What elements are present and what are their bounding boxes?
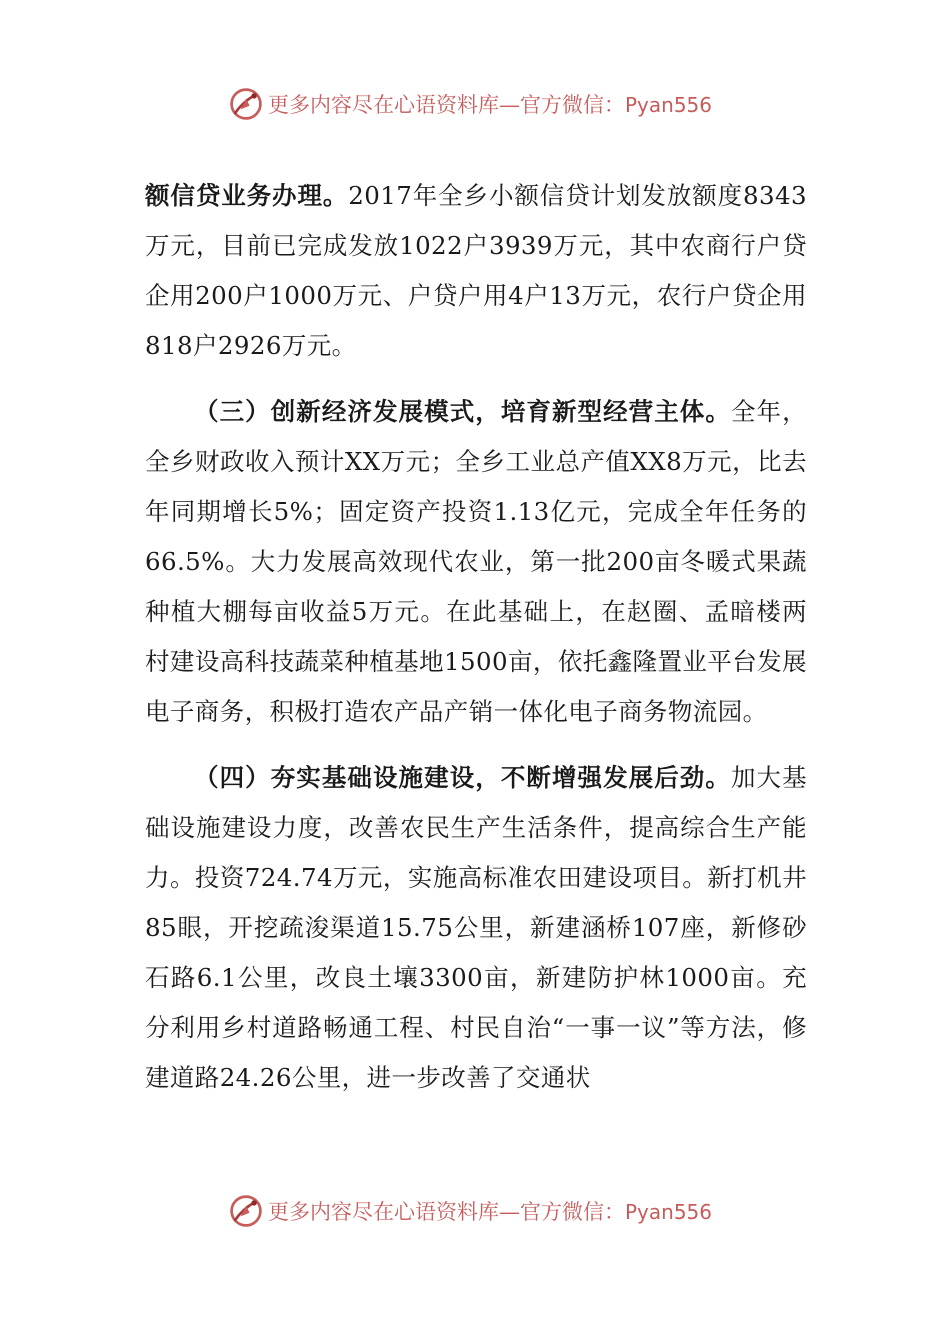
paragraph-2-heading: （三）创新经济发展模式，培育新型经营主体。 [194,397,731,426]
paragraph-1 [145,171,807,371]
paragraph-2-body: 全年，全乡财政收入预计XX万元；全乡工业总产值XX8万元，比去年同期增长5%；固定资产投资1.13亿元，完成全年任务的66.5%。大力发展高效现代农业，第一批200亩冬暖式果蔬种植大棚每亩收益5万元。在此基础上，在赵圈、孟暗楼两村建设高科技蔬菜种植基地1500亩，依托鑫隆置业平台发展电子商务，积极打造农产品产销一体化电子商务物流园。 [145,397,807,726]
paragraph-3 [145,753,807,1103]
paragraph-1-heading: 额信贷业务办理。 [145,181,349,210]
watermark-header [228,86,712,122]
paragraph-3-heading: （四）夯实基础设施建设，不断增强发展后劲。 [194,763,731,792]
document-body [145,171,807,1119]
paragraph-3-body: 加大基础设施建设力度，改善农民生产生活条件，提高综合生产能力。投资724.74万元，实施高标准农田建设项目。新打机井85眼，开挖疏浚渠道15.75公里，新建涵桥107座，新修砂石路6.1公里，改良土壤3300亩，新建防护林1000亩。充分利用乡村道路畅通工程、村民自治“一事一议”等方法，修建道路24.26公里，进一步改善了交通状 [145,763,807,1092]
paragraph-2 [145,387,807,737]
watermark-text: 更多内容尽在心语资料库—官方微信：Pyan556 [268,93,713,117]
paragraph-1-body: 2017年全乡小额信贷计划发放额度8343万元，目前已完成发放1022户3939万元，其中农商行户贷企用200户1000万元、户贷户用4户13万元，农行户贷企用818户2926万元。 [145,181,808,360]
brush-logo-icon [228,1193,264,1229]
watermark-text: 更多内容尽在心语资料库—官方微信：Pyan556 [268,1200,713,1224]
brush-logo-icon [228,86,264,122]
watermark-footer [228,1193,712,1229]
